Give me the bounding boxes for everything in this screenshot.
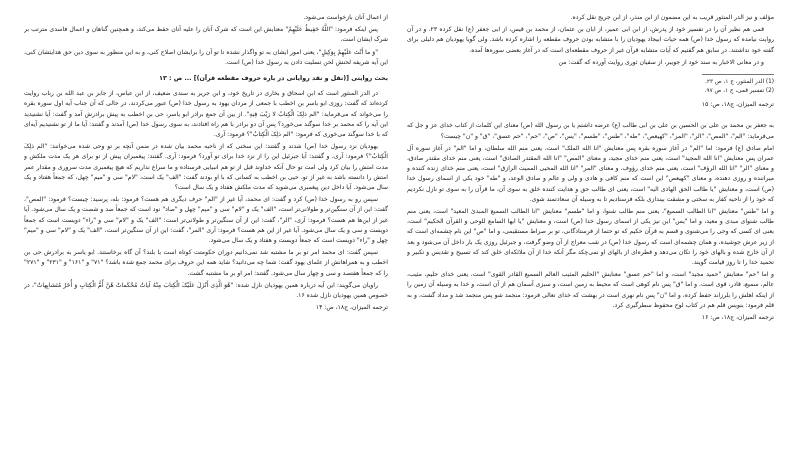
- source-reference: ترجمه المیزان، ج۱۸، ص: ۱۵: [701, 101, 774, 109]
- footnote-divider: [702, 74, 774, 75]
- source-reference: ترجمه المیزان، ج۱۸، ص: ۱۶: [701, 314, 774, 322]
- paragraph: "وَ ما أَنْتَ عَلَیْهِمْ بِوَکِیلٍ"، یعنی امور ایشان به تو واگذار نشده تا تو آن را برایشان اصلاح کنی، و به این منظور به سوی دین حق هدایتشان کنی، این آیه شریفه لحنش لحن تسلیت دادن به رسول خدا (ص) است.: [24, 48, 388, 66]
- paragraph: به جعفر بن محمد بن علی بن الحسین بن علی بن ابی طالب (ع) عرضه داشتم یا بن رسول الله (ص) معنای این کلمات از کتاب خدای عز و جل که می‌فرماید: "الم"، "المص"، "الر"، "المر"، "کهیعص"، "طه"، "طس"، "طسم"، "یس"، "ص"، "حم"، "حم عسق"، "ق" و "ن" چیست؟: [407, 122, 774, 140]
- paragraph: سپس رو به رسول خدا (ص) کرد و گفت: ای محمد، آیا غیر از "الم" حرف دیگری هم هست؟ فرمود: بله، پرسید: چیست؟ فرمود: "المص"، گفت: این از آن سنگین‌تر و طولانی‌تر است، "الف" یک و "لام" سی و "میم" چهل و "صاد" نود است که جمعاً صد و شصت و یک سال می‌شود. آیا غیر از این‌ها هم هست؟ فرمود: آری، "الر"، گفت: این از آن سنگین‌تر و طولانی‌تر است: "الف" یک و "لام" سی و "راء" دویست است که جمعاً دویست و سی و یک سال می‌شود. آیا غیر از این هم هست؟ فرمود: آری "المر"، گفت: این از آن سنگین‌تر است، "الف" یک و "لام" سی و "میم" چهل و "راء" دویست است که جمعاً دویست و هفتاد و یک سال می‌شود.: [24, 196, 388, 245]
- left-page: [24, 0, 388, 471]
- paragraph: یهودیان نزد رسول خدا (ص) شدند و گفتند: این سخنی که از ناحیه محمد بیان شده در ضمن آنچه بر تو وحی شده می‌خوانند: "الم ذلِکَ الْکِتابُ"؟ فرمود: آری، و گفتند: آیا جبرئیل این را از نزد خدا برای تو آورد؟ فرمود: آری. گفتند: پیغمبران پیش از تو برای هر یک مدت ملکش و مدت امتش را بیان کرد ولی امت تو حال آنکه خداوند قبل از تو هم انبیایی فرستاده و ما سراغ نداریم که هیچ پیغمبری مدت سروری و مقدار عمر امتش را دانسته باشد به غیر از تو. حیی بن اخطب به کسانی که با او بودند گفت: "الف" یک است، "لام" سی و "میم" چهل، که جمعاً هفتاد و یک سال می‌شود. آیا داخل دین پیغمبری می‌شوید که مدت ملکش هفتاد و یک سال است؟: [24, 143, 388, 192]
- source-reference: ترجمه المیزان، ج۱۸، ص: ۱۴: [315, 304, 388, 312]
- paragraph: راویان می‌گویند: این آیه درباره همین یهودیان نازل شده: "هُوَ الَّذِی أَنْزَلَ عَلَیْکَ الْکِتابَ مِنْهُ آیاتٌ مُحْکَماتٌ هُنَّ أُمُّ الْکِتابِ وَ أُخَرُ مُتَشابِهاتٌ"، در خصوص همین یهودیان نازل شده ۱۶.: [24, 281, 388, 300]
- section-heading: بحث روایتی [(نقل و نقد روایاتی در باره حروف مقطعه قرآن)] ... ص : ۱۳: [159, 75, 388, 83]
- paragraph: و در معانی الاخبار به سند خود از جویبر، از سفیان ثوری روایت آورده که گفت: من: [558, 58, 764, 66]
- paragraph: مؤلف و نیز الدر المنثور قریب به این مضمون از ابن منذر، از ابن جریج نقل کرده.: [570, 14, 774, 21]
- footnote: (1) الدر المنثور، ج ۱، ص ۲۳.: [705, 79, 774, 86]
- footnote: (2) تفسیر قمی، ج ۱، ص ۹۷.: [704, 87, 774, 94]
- paragraph: پس اینکه فرمود: "اللَّهُ حَفِیظٌ عَلَیْهِمْ" معنایش این است که شرک آنان را علیه آنان حفظ می‌کند، و همچنین گناهان و اعمال فاسدی مترتب بر شرک ایشان است.: [24, 26, 388, 44]
- paragraph: در الدر المنثور است که ابن اسحاق و بخاری در تاریخ خود، و ابن جریر به سندی ضعیف، از ابن عباس، از جابر بن عبد الله بن رباب روایت کرده‌اند که گفت: روزی ابو یاسر بن اخطب با جمعی از مردان یهود به رسول خدا (ص) عبور می‌کردند، در حالی که آن جناب آیه اول سوره بقره را می‌خواند که می‌فرماید: "الم ذلِکَ الْکِتابُ لا رَیْبَ فِیهِ". از بین آن جمع برادر ابو یاسر، حی بن اخطب به پیش برادرش آمد و گفت: آیا نشنیدید این آیه را که محمد بر خدا سوگند می‌خورد؟ پس آن دو برادر با هم راه افتادند، به سوی رسول خدا (ص) آمدند و گفتند: آیا ما از تو نشنیدیم آیه‌ای که با خدا سوگند می‌خوری که فرمود: "الم ذلِکَ الْکِتابُ"؟ فرمود: آری.: [24, 90, 388, 139]
- paragraph: و اما "حم" معنایش "حمید مجید" است، و اما "حم عسق" معنایش "الحلیم المثیب العالم السمیع القادر القوی" است، یعنی خدای حلیم، مثیب، عالم، سمیع، قادر، قوی است. و اما "ق" پس نام کوهی است که محیط به زمین است، و سبزی آسمان هم از آن است، و خدا به وسیله آن زمین را از اینکه اهلش را بلرزاند حفظ کرده، و اما "ن" پس نام نهری است در بهشت که خدای تعالی فرمود: منجمد شو پس منجمد شد و مداد گشت، و به قلم فرمود: بنویس قلم هم در کتاب لوح محفوظ سطرگیری کرد.: [407, 271, 774, 309]
- paragraph: سپس گفت: ای محمد امر تو بر ما مشتبه شد نمی‌دانیم دوران حکومتت کوتاه است یا بلند؟ آن گاه برخاستند. ابو یاسر به برادرش حی بن اخطب و به همراهانش از علمای یهود گفت: شما چه می‌دانید؟ شاید همه این حروف برای محمد جمع شده باشد؟ "۷۱" و "۱۶۱" و "۲۳۱" و "۲۷۱" را که جمعاً هفتصد و سی و چهار سال می‌شود. گفتند: امر او بر ما مشتبه گشت.: [24, 249, 388, 277]
- paragraph: و اما "طس" معنایش "انا الطالب السمیع"، یعنی منم طالب شنوا، و اما "طسم" معنایش "انا الطالب السمیع المبدئ المعید" است، یعنی منم طالب شنوای مبدی و معید، و اما "یس" این نیز یکی از اسمای رسول خدا (ص) است، و معنایش "یا ایها السامع للوحی و القرآن الحکیم" است، یعنی ای کسی که وحی را می‌شنوی و قسم به قرآن حکیم که تو حتما از فرستادگانی، تو بر صراط مستقیمی، و اما "ص" این نام چشمه‌ای است که از زیر عرش جوشیده، و همان چشمه‌ای است که رسول خدا (ص) در شب معراج از آن وضو گرفت، و جبرئیل روزی یک بار داخل آن می‌شود و بعد از آن خارج شده و بالهای خود را تکان می‌دهد و قطره‌ای از بالهای او نمی‌چکد مگر آنکه خدا از آن ملائکه‌ای خلق کند که تسبیح و تقدیس و تکبیر و تحمید خدا را تا روز قیامت گویند.: [407, 208, 774, 267]
- right-page: [407, 0, 774, 471]
- paragraph: از اعمال آنان بازخواست می‌شود.: [303, 14, 388, 21]
- paragraph: قمی هم نظیر آن را در تفسیر خود از پدرش، از ابن ابی عمیر، از ابان بن عثمان، از محمد بن قیس، از ابی جعفر (ع) نقل کرده ۲۳. و در آن روایت نیامده که رسول خدا (ص) همه حیات ابیجاد یهودیان را با متشابه بودن حروف مقطعه را اشاره کرده باشد. ولی گویا یهودیان هم دلیلی برای گفته خود نداشتند. در سابق هم گفتیم که آیات متشابه قرآن غیر از حروف مقطعه‌ای است که در آغاز بعضی سوره‌ها آمده.: [407, 26, 774, 54]
- paragraph: امام صادق (ع) فرمود: اما "الم" در آغاز سوره بقره پس معنایش "انا الله الملک" است، یعنی منم الله سلطان، و اما "الم" در آغاز سوره آل عمران پس معنایش "انا الله المجید" است، یعنی منم خدای مجید، و معنای "المص" "انا الله المقتدر الصادق" است، یعنی منم خدای مقتدر صادق، و معنای "الر" "انا الله الرؤف" است، یعنی منم خدای رؤوف، و معنای "المر" "انا الله المحیی الممیت الرازق" است، یعنی منم خدای زنده کننده و میراننده و روزی دهنده، و معنای "کهیعص" این است که منم کافی و هادی و ولی و عالم و صادق الوعد، و "طه" خود یکی از اسمای رسول خدا (ص) است، و معنایش "یا طالب الحق الهادی الیه" است، یعنی ای طالب حق و هدایت کننده خلق به سوی آن، ما قرآن را به سوی تو نازل نکردیم که خود را از ناحیه کفار به سختی و مشقت بیندازی بلکه فرستادیم تا به وسیله آن سعادتمند شوی.: [407, 144, 774, 203]
